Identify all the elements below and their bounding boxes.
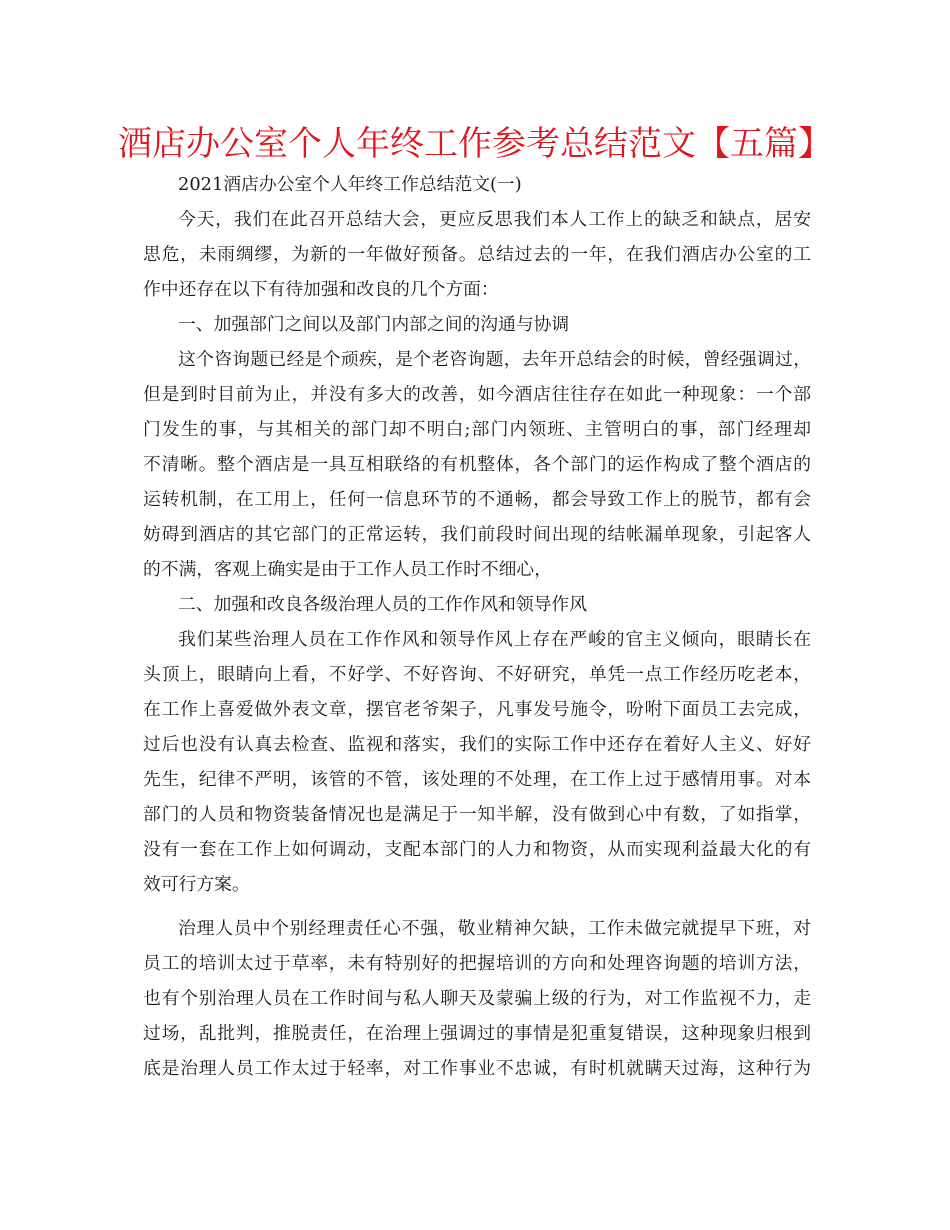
paragraph-line: 底是治理人员工作太过于轻率，对工作事业不忠诚，有时机就瞒天过海，这种行为 [143, 1058, 811, 1079]
paragraph-line: 也有个别治理人员在工作时间与私人聊天及蒙骗上级的行为，对工作监视不力，走 [143, 988, 811, 1009]
paragraph-line: 今天，我们在此召开总结大会，更应反思我们本人工作上的缺乏和缺点，居安 [178, 209, 811, 230]
paragraph-spacer [143, 902, 811, 911]
document-body [143, 167, 811, 1086]
paragraph-line: 部门的人员和物资装备情况也是满足于一知半解，没有做到心中有数，了如指掌， [143, 804, 811, 825]
paragraph-line: 作中还存在以下有待加强和改良的几个方面： [143, 279, 499, 300]
paragraph-line: 效可行方案。 [143, 874, 250, 895]
document-title: 酒店办公室个人年终工作参考总结范文【五篇】 [118, 124, 832, 164]
paragraph-line: 这个咨询题已经是个顽疾，是个老咨询题，去年开总结会的时候，曾经强调过， [178, 349, 811, 370]
paragraph-2 [143, 342, 811, 587]
paragraph-line: 过场，乱批判，推脱责任，在治理上强调过的事情是犯重复错误，这种现象归根到 [143, 1023, 811, 1044]
paragraph-line: 不清晰。整个酒店是一具互相联络的有机整体，各个部门的运作构成了整个酒店的 [143, 454, 811, 475]
paragraph-line: 治理人员中个别经理责任心不强，敬业精神欠缺，工作未做完就提早下班，对 [178, 918, 811, 939]
paragraph-line: 在工作上喜爱做外表文章，摆官老爷架子，凡事发号施令，吩咐下面员工去完成， [143, 699, 811, 720]
paragraph-line: 员工的培训太过于草率，未有特别好的把握培训的方向和处理咨询题的培训方法， [143, 953, 811, 974]
paragraph-line: 头顶上，眼睛向上看，不好学、不好咨询、不好研究，单凭一点工作经历吃老本， [143, 664, 811, 685]
paragraph-line: 我们某些治理人员在工作作风和领导作风上存在严峻的官主义倾向，眼睛长在 [178, 629, 811, 650]
paragraph-1 [143, 202, 811, 307]
section-heading-2: 二、加强和改良各级治理人员的工作作风和领导作风 [178, 594, 587, 615]
paragraph-3 [143, 622, 811, 902]
paragraph-line: 运转机制，在工用上，任何一信息环节的不通畅，都会导致工作上的脱节，都有会 [143, 489, 811, 510]
subtitle: 2021酒店办公室个人年终工作总结范文(一) [178, 174, 522, 195]
paragraph-line: 但是到时目前为止，并没有多大的改善，如今酒店往往存在如此一种现象：一个部 [143, 384, 811, 405]
paragraph-line: 没有一套在工作上如何调动，支配本部门的人力和物资，从而实现利益最大化的有 [143, 839, 811, 860]
paragraph-line: 妨碍到酒店的其它部门的正常运转，我们前段时间出现的结帐漏单现象，引起客人 [143, 524, 811, 545]
section-heading-1: 一、加强部门之间以及部门内部之间的沟通与协调 [178, 314, 570, 335]
paragraph-line: 思危，未雨绸缪，为新的一年做好预备。总结过去的一年，在我们酒店办公室的工 [143, 244, 811, 265]
paragraph-line: 先生，纪律不严明，该管的不管，该处理的不处理，在工作上过于感情用事。对本 [143, 769, 811, 790]
paragraph-4 [143, 911, 811, 1086]
paragraph-line: 门发生的事，与其相关的部门却不明白;部门内领班、主管明白的事，部门经理却 [143, 419, 811, 440]
paragraph-line: 过后也没有认真去检查、监视和落实，我们的实际工作中还存在着好人主义、好好 [143, 734, 811, 755]
paragraph-line: 的不满，客观上确实是由于工作人员工作时不细心， [143, 559, 552, 580]
